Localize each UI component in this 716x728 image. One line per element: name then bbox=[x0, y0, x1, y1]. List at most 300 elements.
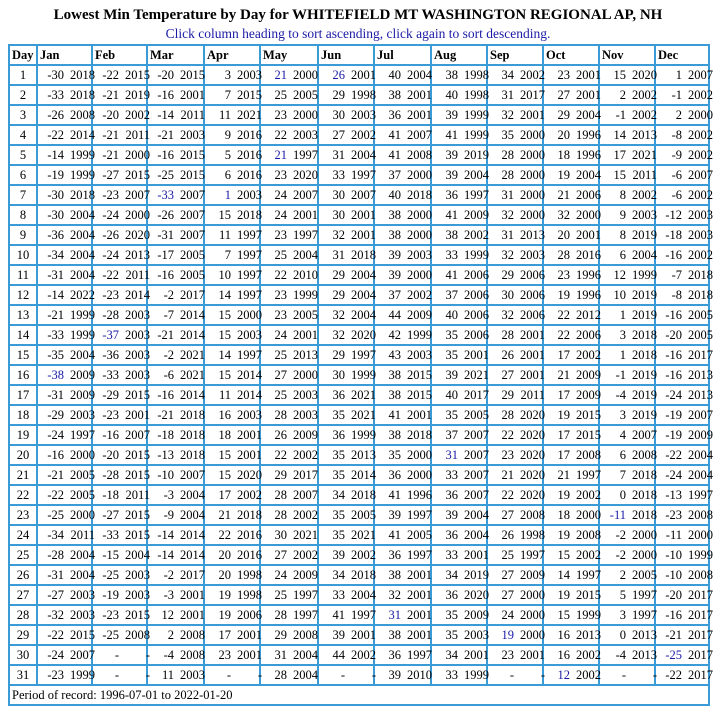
min-temp-value: 38 bbox=[388, 88, 401, 102]
record-year-value: 2000 bbox=[407, 228, 432, 242]
record-year-value: - bbox=[371, 668, 376, 682]
record-year-value: 2003 bbox=[180, 668, 205, 682]
record-year-value: 2007 bbox=[688, 68, 713, 82]
temp-cell bbox=[374, 605, 431, 625]
temp-cell bbox=[318, 125, 374, 145]
record-year-value: 2014 bbox=[125, 288, 150, 302]
min-temp-value: -11 bbox=[665, 528, 682, 542]
temp-cell bbox=[204, 165, 260, 185]
min-temp-value: 28 bbox=[557, 248, 570, 262]
temp-cell bbox=[599, 285, 655, 305]
record-year-value: 2008 bbox=[407, 148, 432, 162]
record-year-value: 2008 bbox=[125, 628, 150, 642]
min-temp-value: 14 bbox=[613, 128, 626, 142]
record-year-value: 2001 bbox=[576, 88, 601, 102]
min-temp-value: 3 bbox=[619, 408, 626, 422]
min-temp-value: 11 bbox=[161, 668, 174, 682]
record-year-value: 2014 bbox=[180, 328, 205, 342]
min-temp-value: -3 bbox=[163, 488, 174, 502]
min-temp-value: 39 bbox=[388, 268, 401, 282]
temp-cell bbox=[92, 325, 150, 345]
record-year-value: 2000 bbox=[407, 268, 432, 282]
record-year-value: 1997 bbox=[576, 468, 601, 482]
min-temp-value: -24 bbox=[102, 248, 119, 262]
min-temp-value: 1 bbox=[675, 68, 682, 82]
table-row bbox=[9, 225, 709, 245]
record-year-value: 2015 bbox=[125, 388, 150, 402]
record-year-value: 2002 bbox=[688, 148, 713, 162]
record-year-value: 2000 bbox=[520, 588, 545, 602]
min-temp-value: 39 bbox=[388, 508, 401, 522]
min-temp-value: 34 bbox=[332, 488, 345, 502]
record-year-value: 1997 bbox=[237, 248, 262, 262]
min-temp-value: 28 bbox=[274, 508, 287, 522]
min-temp-value: 24 bbox=[274, 188, 287, 202]
min-temp-value: 31 bbox=[274, 648, 287, 662]
temp-cell bbox=[204, 525, 260, 545]
temp-cell bbox=[655, 105, 713, 125]
column-header-sep[interactable]: Sep bbox=[487, 45, 543, 65]
record-year-value: 2009 bbox=[293, 428, 318, 442]
temp-cell bbox=[487, 385, 543, 405]
record-year-value: 2003 bbox=[351, 108, 376, 122]
day-cell: 14 bbox=[9, 325, 37, 345]
record-year-value: 2017 bbox=[293, 468, 318, 482]
min-temp-value: 6 bbox=[224, 168, 231, 182]
temp-cell bbox=[431, 445, 487, 465]
temp-cell bbox=[487, 425, 543, 445]
record-year-value: 2004 bbox=[688, 468, 713, 482]
record-year-value: 2005 bbox=[688, 328, 713, 342]
record-year-value: 1997 bbox=[293, 608, 318, 622]
min-temp-value: 33 bbox=[332, 168, 345, 182]
column-header-aug[interactable]: Aug bbox=[431, 45, 487, 65]
record-year-value: 2004 bbox=[351, 148, 376, 162]
min-temp-value: 35 bbox=[445, 608, 458, 622]
record-year-value: 2005 bbox=[293, 88, 318, 102]
record-year-value: 2017 bbox=[180, 568, 205, 582]
min-temp-value: 2 bbox=[619, 88, 626, 102]
record-year-value: 2015 bbox=[407, 388, 432, 402]
min-temp-value: -19 bbox=[665, 408, 682, 422]
temp-cell bbox=[92, 265, 150, 285]
temp-cell bbox=[204, 485, 260, 505]
record-year-value: 1998 bbox=[237, 568, 262, 582]
temp-cell bbox=[431, 245, 487, 265]
temp-cell bbox=[260, 545, 318, 565]
record-year-value: 2000 bbox=[293, 368, 318, 382]
record-year-value: 2003 bbox=[520, 248, 545, 262]
column-header-jun[interactable]: Jun bbox=[318, 45, 374, 65]
record-year-value: 2000 bbox=[520, 148, 545, 162]
min-temp-value: 27 bbox=[274, 548, 287, 562]
record-year-value: 2000 bbox=[407, 448, 432, 462]
temp-cell bbox=[147, 185, 204, 205]
record-year-value: 2005 bbox=[464, 408, 489, 422]
min-temp-value: -19 bbox=[102, 588, 119, 602]
min-temp-value: 34 bbox=[445, 568, 458, 582]
record-year-value: 2006 bbox=[520, 288, 545, 302]
record-year-value: 2011 bbox=[70, 528, 95, 542]
record-year-value: 2018 bbox=[180, 428, 205, 442]
temp-cell bbox=[92, 465, 150, 485]
record-year-value: 1999 bbox=[464, 668, 489, 682]
min-temp-value: 32 bbox=[557, 208, 570, 222]
temp-cell bbox=[599, 345, 655, 365]
min-temp-value: -26 bbox=[102, 228, 119, 242]
record-year-value: 2001 bbox=[520, 328, 545, 342]
temp-cell bbox=[147, 325, 204, 345]
record-year-value: 2018 bbox=[180, 408, 205, 422]
temp-cell bbox=[374, 105, 431, 125]
record-year-value: 2003 bbox=[237, 408, 262, 422]
table-row bbox=[9, 165, 709, 185]
record-year-value: 2015 bbox=[125, 528, 150, 542]
temp-cell bbox=[374, 485, 431, 505]
min-temp-value: 23 bbox=[557, 68, 570, 82]
min-temp-value: 3 bbox=[619, 328, 626, 342]
temp-cell bbox=[374, 585, 431, 605]
min-temp-value: -4 bbox=[615, 388, 626, 402]
temp-cell bbox=[204, 645, 260, 665]
min-temp-value: -16 bbox=[665, 308, 682, 322]
min-temp-value: -7 bbox=[163, 308, 174, 322]
record-year-value: 2011 bbox=[125, 128, 150, 142]
record-year-value: 2015 bbox=[407, 368, 432, 382]
day-cell: 9 bbox=[9, 225, 37, 245]
min-temp-value: 35 bbox=[445, 628, 458, 642]
min-temp-value: 35 bbox=[445, 348, 458, 362]
table-row bbox=[9, 305, 709, 325]
min-temp-value: -20 bbox=[102, 448, 119, 462]
day-cell: 15 bbox=[9, 345, 37, 365]
column-header-jul[interactable]: Jul bbox=[374, 45, 431, 65]
column-header-day[interactable]: Day bbox=[9, 45, 37, 65]
temp-cell bbox=[204, 385, 260, 405]
table-row bbox=[9, 425, 709, 445]
min-temp-value: 36 bbox=[445, 188, 458, 202]
min-temp-value: -16 bbox=[157, 388, 174, 402]
temp-cell bbox=[260, 425, 318, 445]
table-row bbox=[9, 245, 709, 265]
min-temp-value: -33 bbox=[157, 188, 174, 202]
min-temp-value: -24 bbox=[665, 388, 682, 402]
min-temp-value: 38 bbox=[445, 68, 458, 82]
column-header-may[interactable]: May bbox=[260, 45, 318, 65]
record-year-value: 2015 bbox=[125, 448, 150, 462]
record-year-value: 2015 bbox=[125, 508, 150, 522]
min-temp-value: -33 bbox=[47, 88, 64, 102]
min-temp-value: -22 bbox=[102, 68, 119, 82]
record-year-value: 1998 bbox=[464, 88, 489, 102]
temp-cell bbox=[147, 465, 204, 485]
min-temp-value: 39 bbox=[388, 248, 401, 262]
temp-cell bbox=[92, 605, 150, 625]
min-temp-value: 17 bbox=[557, 348, 570, 362]
temp-cell bbox=[543, 245, 599, 265]
min-temp-value: 30 bbox=[332, 188, 345, 202]
record-year-value: 2007 bbox=[464, 428, 489, 442]
temp-cell bbox=[655, 145, 713, 165]
temp-cell bbox=[92, 445, 150, 465]
min-temp-value: 30 bbox=[332, 208, 345, 222]
temp-cell bbox=[318, 465, 374, 485]
column-header-jan[interactable]: Jan bbox=[37, 45, 92, 65]
temp-cell bbox=[147, 505, 204, 525]
record-year-value: 2014 bbox=[180, 388, 205, 402]
temp-cell bbox=[599, 505, 655, 525]
temp-cell bbox=[204, 625, 260, 645]
record-year-value: 2007 bbox=[125, 428, 150, 442]
column-header-mar[interactable]: Mar bbox=[147, 45, 204, 65]
min-temp-value: -31 bbox=[47, 388, 64, 402]
min-temp-value: 37 bbox=[445, 288, 458, 302]
temp-cell bbox=[318, 405, 374, 425]
temp-cell bbox=[487, 445, 543, 465]
record-year-value: 2003 bbox=[293, 388, 318, 402]
record-year-value: 2009 bbox=[70, 368, 95, 382]
record-year-value: 2007 bbox=[70, 648, 95, 662]
record-year-value: 2013 bbox=[632, 128, 657, 142]
min-temp-value: -18 bbox=[665, 228, 682, 242]
temp-cell bbox=[318, 225, 374, 245]
temp-cell bbox=[37, 465, 95, 485]
min-temp-value: 36 bbox=[332, 428, 345, 442]
min-temp-value: -7 bbox=[671, 268, 682, 282]
temp-cell bbox=[204, 425, 260, 445]
record-year-value: 2007 bbox=[180, 228, 205, 242]
temp-cell bbox=[655, 585, 713, 605]
min-temp-value: -14 bbox=[47, 288, 64, 302]
record-year-value: 2002 bbox=[351, 128, 376, 142]
temp-cell bbox=[543, 525, 599, 545]
min-temp-value: 18 bbox=[557, 148, 570, 162]
min-temp-value: -24 bbox=[47, 428, 64, 442]
temp-cell bbox=[147, 65, 204, 85]
table-row bbox=[9, 125, 709, 145]
temp-cell bbox=[37, 245, 95, 265]
record-year-value: 2006 bbox=[464, 328, 489, 342]
record-year-value: 2016 bbox=[237, 168, 262, 182]
day-cell: 20 bbox=[9, 445, 37, 465]
record-year-value: 2006 bbox=[520, 308, 545, 322]
column-header-oct[interactable]: Oct bbox=[543, 45, 599, 65]
temp-cell bbox=[487, 65, 543, 85]
record-year-value: 2004 bbox=[293, 248, 318, 262]
temp-cell bbox=[37, 85, 95, 105]
min-temp-value: 21 bbox=[557, 188, 570, 202]
min-temp-value: 29 bbox=[501, 388, 514, 402]
temp-cell bbox=[487, 525, 543, 545]
min-temp-value: 29 bbox=[557, 108, 570, 122]
record-year-value: 2012 bbox=[576, 308, 601, 322]
record-year-value: 2019 bbox=[125, 88, 150, 102]
day-cell: 6 bbox=[9, 165, 37, 185]
min-temp-value: 36 bbox=[388, 548, 401, 562]
temp-cell bbox=[431, 645, 487, 665]
min-temp-value: 41 bbox=[388, 128, 401, 142]
record-year-value: 2000 bbox=[125, 208, 150, 222]
min-temp-value: -21 bbox=[102, 88, 119, 102]
temp-cell bbox=[543, 105, 599, 125]
record-year-value: 2007 bbox=[464, 488, 489, 502]
record-year-value: 2002 bbox=[237, 488, 262, 502]
min-temp-value: -34 bbox=[47, 528, 64, 542]
temp-cell bbox=[431, 265, 487, 285]
min-temp-value: -22 bbox=[47, 628, 64, 642]
min-temp-value: 14 bbox=[218, 348, 231, 362]
min-temp-value: 41 bbox=[332, 608, 345, 622]
temp-cell bbox=[487, 465, 543, 485]
record-year-value: 2013 bbox=[688, 368, 713, 382]
min-temp-value: 19 bbox=[557, 488, 570, 502]
temp-cell bbox=[599, 665, 655, 685]
record-year-value: 1999 bbox=[464, 248, 489, 262]
record-year-value: 2003 bbox=[125, 588, 150, 602]
record-year-value: 2020 bbox=[293, 168, 318, 182]
record-year-value: 2002 bbox=[464, 228, 489, 242]
day-cell: 18 bbox=[9, 405, 37, 425]
min-temp-value: - bbox=[509, 668, 514, 682]
min-temp-value: -25 bbox=[665, 648, 682, 662]
temp-cell bbox=[318, 365, 374, 385]
record-year-value: 2003 bbox=[125, 348, 150, 362]
temp-cell bbox=[92, 665, 150, 685]
record-year-value: 2000 bbox=[407, 208, 432, 222]
temp-cell bbox=[431, 125, 487, 145]
record-year-value: 2003 bbox=[688, 208, 713, 222]
min-temp-value: 35 bbox=[332, 408, 345, 422]
min-temp-value: -10 bbox=[665, 548, 682, 562]
record-year-value: 1999 bbox=[70, 668, 95, 682]
temp-cell bbox=[204, 305, 260, 325]
record-year-value: 2007 bbox=[632, 428, 657, 442]
record-year-value: 2002 bbox=[520, 68, 545, 82]
min-temp-value: -17 bbox=[157, 248, 174, 262]
min-temp-value: -22 bbox=[665, 448, 682, 462]
min-temp-value: -18 bbox=[157, 428, 174, 442]
min-temp-value: -33 bbox=[102, 528, 119, 542]
table-row bbox=[9, 645, 709, 665]
temp-cell bbox=[92, 85, 150, 105]
record-year-value: 2013 bbox=[576, 628, 601, 642]
min-temp-value: 28 bbox=[274, 408, 287, 422]
record-year-value: 2002 bbox=[293, 508, 318, 522]
min-temp-value: -22 bbox=[665, 668, 682, 682]
record-year-value: - bbox=[652, 668, 657, 682]
table-row bbox=[9, 285, 709, 305]
record-year-value: 2015 bbox=[125, 168, 150, 182]
min-temp-value: 24 bbox=[274, 568, 287, 582]
temp-cell bbox=[147, 545, 204, 565]
min-temp-value: 37 bbox=[388, 168, 401, 182]
record-year-value: 2007 bbox=[688, 408, 713, 422]
record-year-value: 2000 bbox=[70, 508, 95, 522]
record-year-value: 2008 bbox=[688, 508, 713, 522]
temp-cell bbox=[37, 605, 95, 625]
table-row bbox=[9, 505, 709, 525]
day-cell: 24 bbox=[9, 525, 37, 545]
min-temp-value: 5 bbox=[224, 148, 231, 162]
temp-cell bbox=[655, 465, 713, 485]
record-year-value: 2007 bbox=[464, 448, 489, 462]
temp-cell bbox=[655, 65, 713, 85]
min-temp-value: -6 bbox=[671, 188, 682, 202]
min-temp-value: 9 bbox=[224, 128, 231, 142]
temp-cell bbox=[204, 245, 260, 265]
min-temp-value: 41 bbox=[445, 268, 458, 282]
temp-cell bbox=[204, 405, 260, 425]
record-year-value: 2001 bbox=[180, 588, 205, 602]
temp-cell bbox=[260, 405, 318, 425]
temp-cell bbox=[318, 245, 374, 265]
temp-cell bbox=[655, 265, 713, 285]
temp-cell bbox=[318, 565, 374, 585]
temp-cell bbox=[37, 65, 95, 85]
temp-cell bbox=[318, 445, 374, 465]
min-temp-value: 28 bbox=[274, 488, 287, 502]
min-temp-value: 26 bbox=[501, 348, 514, 362]
record-year-value: 2004 bbox=[351, 308, 376, 322]
temp-cell bbox=[318, 545, 374, 565]
column-header-nov[interactable]: Nov bbox=[599, 45, 655, 65]
temp-cell bbox=[204, 265, 260, 285]
record-year-value: 2001 bbox=[293, 208, 318, 222]
record-year-value: 2000 bbox=[688, 528, 713, 542]
temp-cell bbox=[92, 205, 150, 225]
min-temp-value: 16 bbox=[557, 628, 570, 642]
record-year-value: 2006 bbox=[464, 308, 489, 322]
record-year-value: 1997 bbox=[237, 288, 262, 302]
min-temp-value: 23 bbox=[274, 308, 287, 322]
min-temp-value: 12 bbox=[161, 608, 174, 622]
temp-cell bbox=[543, 605, 599, 625]
record-year-value: 2016 bbox=[237, 548, 262, 562]
column-header-apr[interactable]: Apr bbox=[204, 45, 260, 65]
column-header-feb[interactable]: Feb bbox=[92, 45, 147, 65]
record-year-value: 2001 bbox=[520, 348, 545, 362]
temp-cell bbox=[599, 625, 655, 645]
min-temp-value: 7 bbox=[619, 468, 626, 482]
min-temp-value: 16 bbox=[218, 408, 231, 422]
temp-cell bbox=[37, 645, 95, 665]
min-temp-value: 40 bbox=[388, 68, 401, 82]
record-year-value: 1999 bbox=[70, 168, 95, 182]
temp-cell bbox=[431, 545, 487, 565]
record-year-value: 2021 bbox=[351, 408, 376, 422]
temp-cell bbox=[487, 585, 543, 605]
record-year-value: 1996 bbox=[576, 148, 601, 162]
min-temp-value: 32 bbox=[332, 308, 345, 322]
record-year-value: 2010 bbox=[407, 668, 432, 682]
record-year-value: 2008 bbox=[688, 568, 713, 582]
record-year-value: 2001 bbox=[576, 228, 601, 242]
record-year-value: 2004 bbox=[632, 248, 657, 262]
table-row bbox=[9, 365, 709, 385]
column-header-dec[interactable]: Dec bbox=[655, 45, 709, 65]
min-temp-value: -24 bbox=[47, 648, 64, 662]
temp-cell bbox=[655, 625, 713, 645]
min-temp-value: -24 bbox=[102, 208, 119, 222]
min-temp-value: -22 bbox=[47, 488, 64, 502]
record-year-value: 2002 bbox=[632, 188, 657, 202]
min-temp-value: 29 bbox=[332, 88, 345, 102]
min-temp-value: -27 bbox=[102, 508, 119, 522]
min-temp-value: -35 bbox=[47, 348, 64, 362]
temp-cell bbox=[147, 305, 204, 325]
temp-cell bbox=[374, 185, 431, 205]
temp-cell bbox=[599, 425, 655, 445]
